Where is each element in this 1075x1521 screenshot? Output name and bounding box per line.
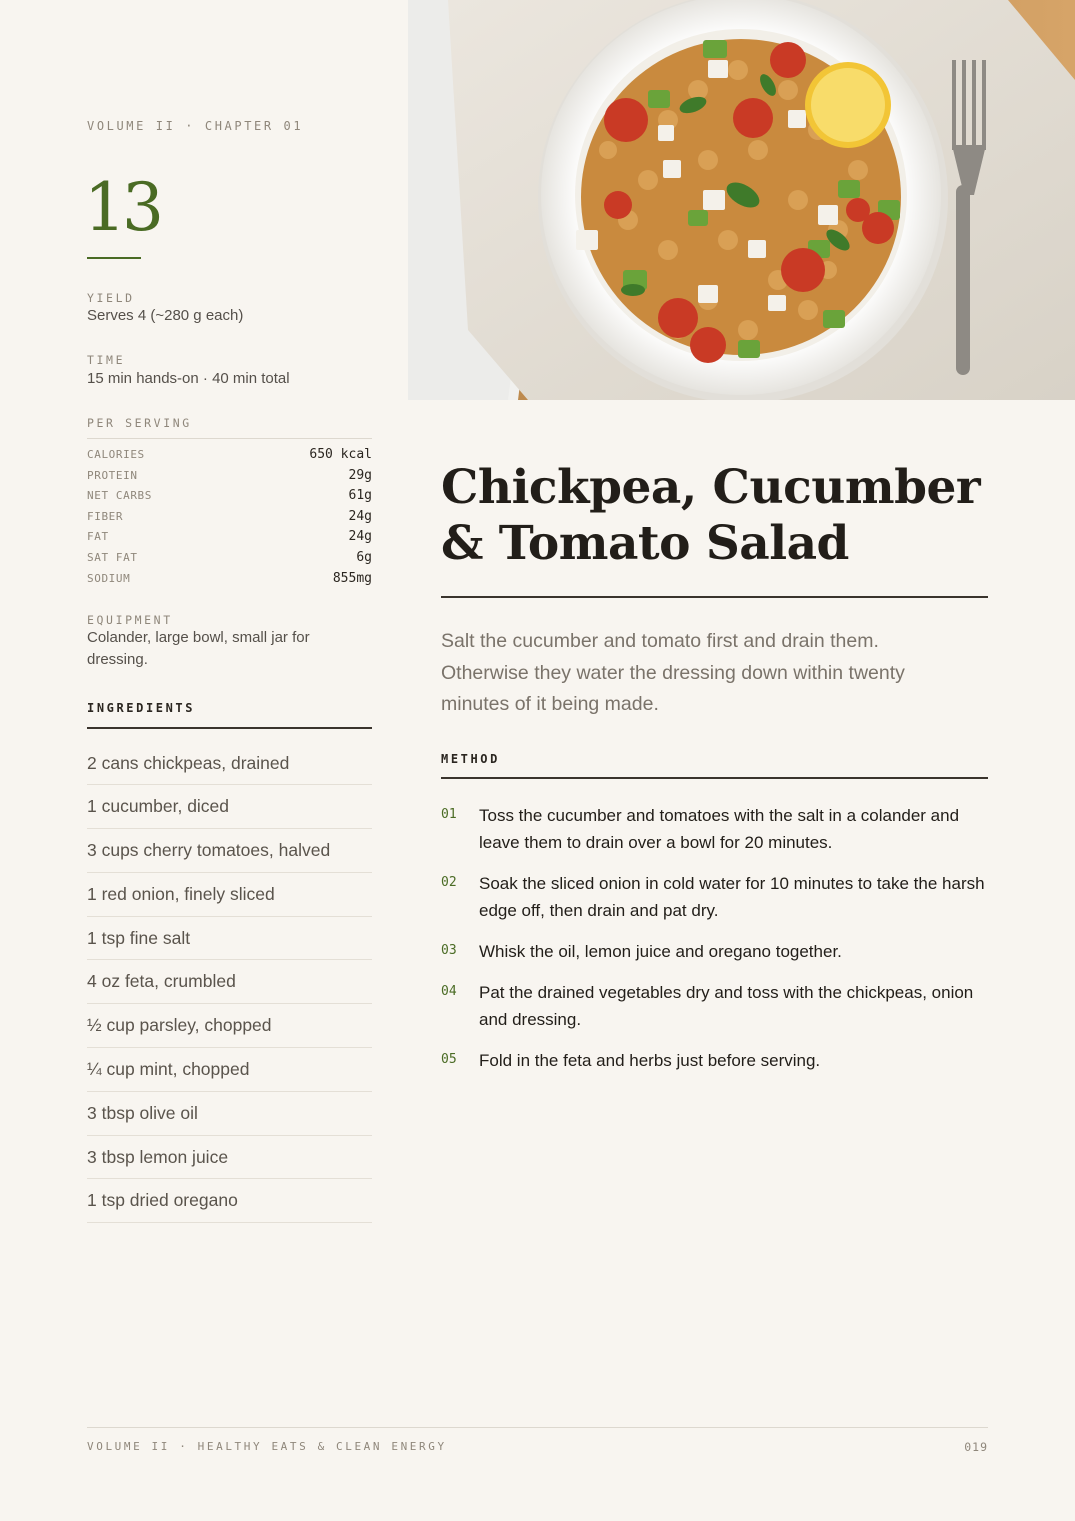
nutrition-value: 29g <box>348 467 372 483</box>
footer-divider <box>87 1427 988 1428</box>
nutrition-row-protein <box>87 468 372 489</box>
nutrition-label: SAT FAT <box>87 550 138 564</box>
nutrition-row-calories <box>87 447 372 468</box>
step-number: 04 <box>441 984 457 999</box>
step-text: Soak the sliced onion in cold water for 10 minutes to take the harsh edge off, then drain and pat dry. <box>479 874 985 920</box>
footer-volume-title: VOLUME II · HEALTHY EATS & CLEAN ENERGY <box>87 1440 447 1453</box>
ingredients-divider <box>87 727 372 729</box>
nutrition-value: 855mg <box>332 570 372 586</box>
ingredient-item: ¼ cup mint, chopped <box>87 1048 372 1092</box>
ingredient-item: 4 oz feta, crumbled <box>87 960 372 1004</box>
per-serving-label: PER SERVING <box>87 416 192 430</box>
step-text: Pat the drained vegetables dry and toss with the chickpeas, onion and dressing. <box>479 983 974 1029</box>
ingredients-list <box>87 742 372 1223</box>
equipment-value: Colander, large bowl, small jar for dressing. <box>87 629 310 668</box>
recipe-number: 13 <box>84 169 160 246</box>
step-number: 03 <box>441 943 457 958</box>
step-text: Fold in the feta and herbs just before serving. <box>479 1051 821 1070</box>
ingredient-item: 3 tbsp lemon juice <box>87 1136 372 1180</box>
nutrition-label: SODIUM <box>87 571 131 585</box>
step-number: 02 <box>441 875 457 890</box>
time-value: 15 min hands-on · 40 min total <box>87 370 290 387</box>
ingredient-item: 1 tsp fine salt <box>87 917 372 961</box>
title-divider <box>441 596 988 598</box>
nutrition-label: CALORIES <box>87 448 145 461</box>
nutrition-label: PROTEIN <box>87 468 138 482</box>
ingredient-item: 1 red onion, finely sliced <box>87 873 372 917</box>
number-divider <box>87 257 141 259</box>
ingredient-item: 3 tbsp olive oil <box>87 1092 372 1136</box>
method-heading: METHOD <box>441 752 500 766</box>
nutrition-row-fiber <box>87 509 372 530</box>
step-number: 01 <box>441 807 457 822</box>
time-label: TIME <box>87 353 126 367</box>
ingredients-heading: INGREDIENTS <box>87 701 196 715</box>
per-serving-divider <box>87 438 372 439</box>
nutrition-row-sat-fat <box>87 550 372 571</box>
ingredient-item: 3 cups cherry tomatoes, halved <box>87 829 372 873</box>
method-steps <box>441 802 988 1088</box>
ingredient-item: 1 tsp dried oregano <box>87 1179 372 1223</box>
method-step <box>441 870 988 924</box>
step-text: Toss the cucumber and tomatoes with the salt in a colander and leave them to drain over a bowl for 20 minutes. <box>479 806 960 852</box>
page-number: 019 <box>964 1440 988 1454</box>
ingredient-item: ½ cup parsley, chopped <box>87 1004 372 1048</box>
nutrition-value: 24g <box>348 508 372 524</box>
method-step <box>441 1047 988 1074</box>
method-step <box>441 802 988 856</box>
nutrition-value: 650 kcal <box>309 447 372 462</box>
method-step <box>441 938 988 965</box>
step-text: Whisk the oil, lemon juice and oregano together. <box>479 942 842 961</box>
nutrition-value: 61g <box>348 488 372 504</box>
recipe-title: Chickpea, Cucumber & Tomato Salad <box>441 460 981 571</box>
nutrition-label: NET CARBS <box>87 489 153 503</box>
nutrition-row-fat <box>87 529 372 550</box>
ingredient-item: 2 cans chickpeas, drained <box>87 742 372 785</box>
step-number: 05 <box>441 1052 457 1067</box>
nutrition-row-sodium <box>87 571 372 592</box>
yield-value: Serves 4 (~280 g each) <box>87 307 244 324</box>
nutrition-table <box>87 447 372 591</box>
nutrition-row-net-carbs <box>87 488 372 509</box>
nutrition-label: FAT <box>87 530 109 544</box>
equipment-label: EQUIPMENT <box>87 613 173 627</box>
method-step <box>441 979 988 1033</box>
recipe-intro: Salt the cucumber and tomato first and drain them. Otherwise they water the dressing down within twenty minutes of it being made. <box>441 630 905 715</box>
yield-label: YIELD <box>87 291 135 305</box>
chapter-line: VOLUME II · CHAPTER 01 <box>87 119 304 133</box>
nutrition-value: 24g <box>348 529 372 545</box>
ingredient-item: 1 cucumber, diced <box>87 785 372 829</box>
nutrition-label: FIBER <box>87 509 124 523</box>
method-divider <box>441 777 988 779</box>
nutrition-value: 6g <box>356 549 372 565</box>
salad-photo <box>408 0 1075 400</box>
